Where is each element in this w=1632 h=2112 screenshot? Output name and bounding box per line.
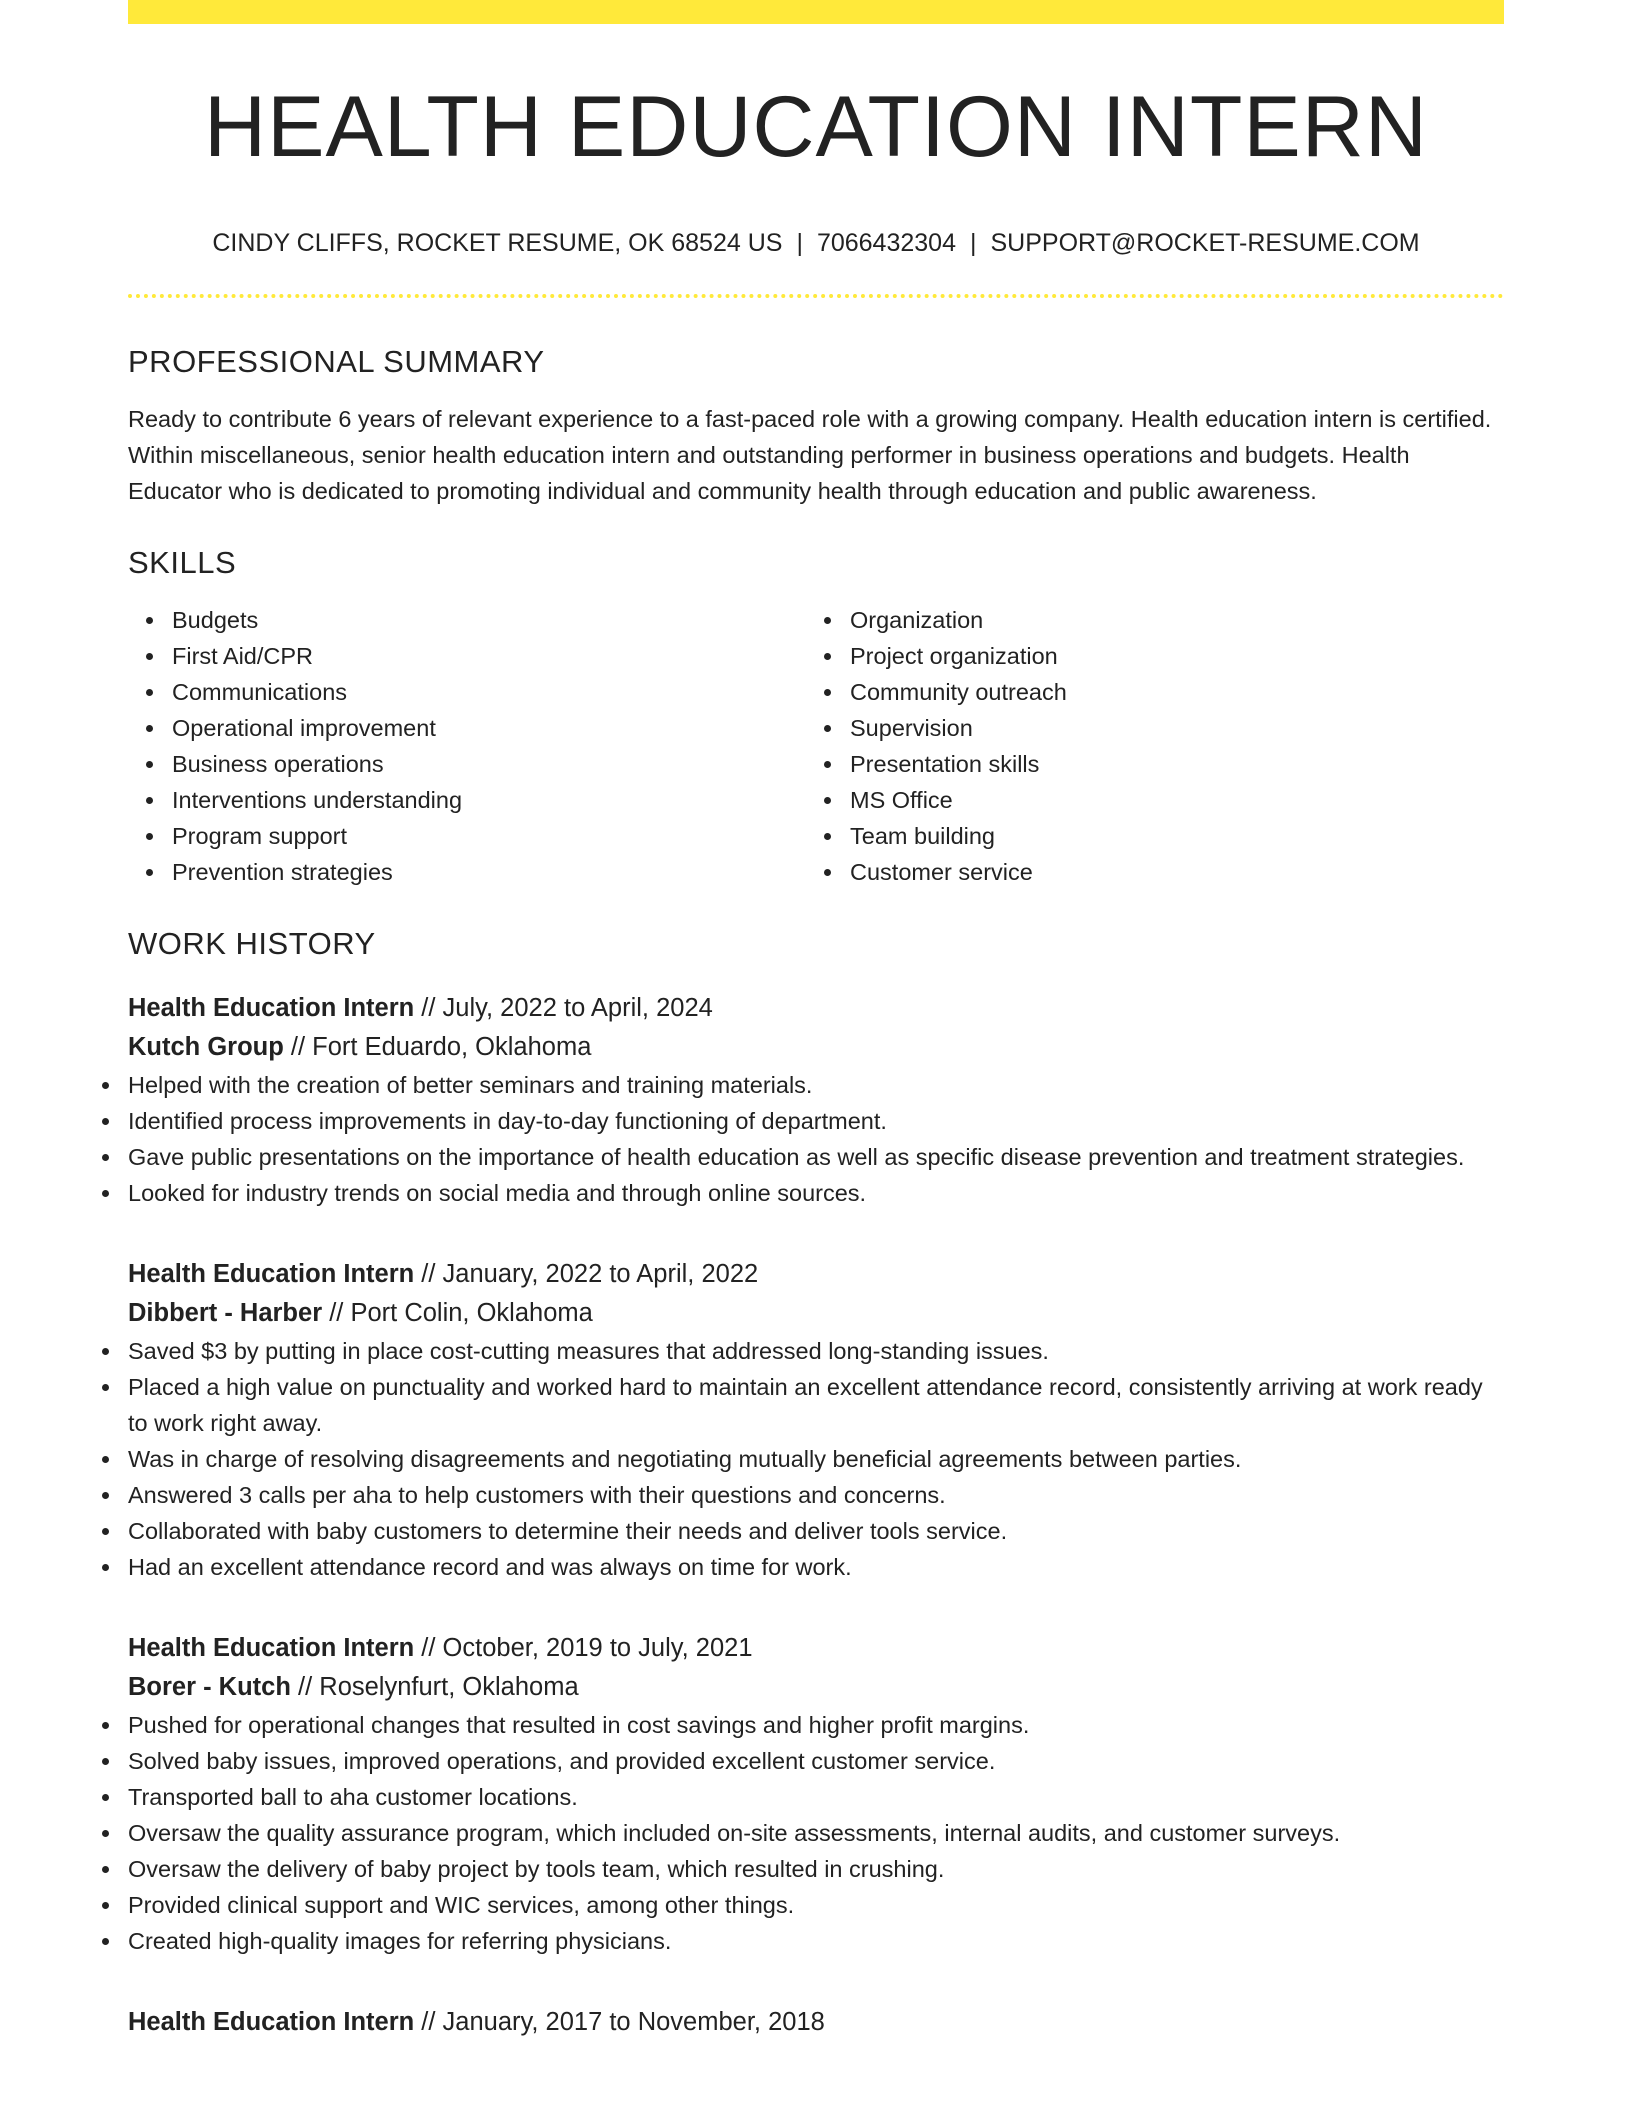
skill-item: Project organization xyxy=(850,638,1484,674)
contact-phone: 7066432304 xyxy=(816,229,956,257)
job-entry xyxy=(128,1255,1504,1585)
job-bullets xyxy=(128,1333,1504,1585)
contact-email: SUPPORT@ROCKET-RESUME.COM xyxy=(990,229,1420,257)
job-bullet: Collaborated with baby customers to determine their needs and deliver tools service. xyxy=(128,1513,1504,1549)
skill-item: Community outreach xyxy=(850,674,1484,710)
job-bullet: Created high-quality images for referring physicians. xyxy=(128,1923,1504,1959)
job-location: // Fort Eduardo, Oklahoma xyxy=(283,1033,592,1061)
job-bullet: Provided clinical support and WIC services, among other things. xyxy=(128,1887,1504,1923)
job-bullet: Identified process improvements in day-to-day functioning of department. xyxy=(128,1103,1504,1139)
job-bullet: Had an excellent attendance record and was always on time for work. xyxy=(128,1549,1504,1585)
skill-item: Organization xyxy=(850,602,1484,638)
job-bullet: Solved baby issues, improved operations, and provided excellent customer service. xyxy=(128,1743,1504,1779)
skill-item: Team building xyxy=(850,818,1484,854)
contact-address: CINDY CLIFFS, ROCKET RESUME, OK 68524 US xyxy=(212,229,783,257)
job-bullet: Placed a high value on punctuality and worked hard to maintain an excellent attendance record, consistently arriving at work ready to work right away. xyxy=(128,1369,1504,1441)
job-bullet: Saved $3 by putting in place cost-cutting measures that addressed long-standing issues. xyxy=(128,1333,1504,1369)
job-company-line xyxy=(128,1668,1504,1707)
job-title-line xyxy=(128,1629,1504,1668)
skill-item: MS Office xyxy=(850,782,1484,818)
job-company-line xyxy=(128,1028,1504,1067)
job-bullet: Looked for industry trends on social media and through online sources. xyxy=(128,1175,1504,1211)
summary-text: Ready to contribute 6 years of relevant experience to a fast-paced role with a growing company. Health education intern is certified. Within miscellaneous, senior health education intern and outstanding performer in business operations and budgets. Health Educator who is dedicated to promoting individual and community health through education and public awareness. xyxy=(128,406,1492,504)
skill-item: Business operations xyxy=(172,746,806,782)
job-dates: // January, 2022 to April, 2022 xyxy=(414,1260,759,1288)
contact-separator: | xyxy=(969,229,977,257)
job-title: Health Education Intern xyxy=(128,994,415,1022)
job-entry xyxy=(128,2003,1504,2042)
contact-line xyxy=(128,228,1504,258)
skills-column-right xyxy=(806,602,1484,890)
job-bullet: Was in charge of resolving disagreements and negotiating mutually beneficial agreements between parties. xyxy=(128,1441,1504,1477)
job-bullet: Helped with the creation of better seminars and training materials. xyxy=(128,1067,1504,1103)
job-company: Dibbert - Harber xyxy=(128,1299,323,1327)
job-company: Borer - Kutch xyxy=(128,1673,291,1701)
header-divider xyxy=(128,294,1504,298)
job-bullet: Oversaw the quality assurance program, which included on-site assessments, internal audits, and customer surveys. xyxy=(128,1815,1504,1851)
skill-item: Program support xyxy=(172,818,806,854)
job-bullets xyxy=(128,1707,1504,1959)
job-bullet: Answered 3 calls per aha to help customers with their questions and concerns. xyxy=(128,1477,1504,1513)
skills-grid xyxy=(128,602,1504,890)
skill-item: Presentation skills xyxy=(850,746,1484,782)
job-title: Health Education Intern xyxy=(128,2008,415,2036)
job-entry xyxy=(128,989,1504,1211)
job-dates: // October, 2019 to July, 2021 xyxy=(414,1634,753,1662)
job-title-line xyxy=(128,989,1504,1028)
job-title: Health Education Intern xyxy=(128,1634,415,1662)
job-bullet: Gave public presentations on the importance of health education as well as specific disease prevention and treatment strategies. xyxy=(128,1139,1504,1175)
job-title-line xyxy=(128,1255,1504,1294)
skill-item: Interventions understanding xyxy=(172,782,806,818)
skill-item: Operational improvement xyxy=(172,710,806,746)
job-company: Kutch Group xyxy=(128,1033,284,1061)
job-bullet: Transported ball to aha customer locations. xyxy=(128,1779,1504,1815)
skills-heading: SKILLS xyxy=(128,545,237,580)
skill-item: First Aid/CPR xyxy=(172,638,806,674)
job-dates: // January, 2017 to November, 2018 xyxy=(414,2008,825,2036)
skill-item: Prevention strategies xyxy=(172,854,806,890)
job-bullets xyxy=(128,1067,1504,1211)
job-company-line xyxy=(128,1294,1504,1333)
contact-separator: | xyxy=(796,229,803,257)
top-accent-bar xyxy=(128,0,1504,24)
job-entry xyxy=(128,1629,1504,1959)
job-location: // Roselynfurt, Oklahoma xyxy=(290,1673,579,1701)
job-title: Health Education Intern xyxy=(128,1260,415,1288)
job-bullet: Pushed for operational changes that resulted in cost savings and higher profit margins. xyxy=(128,1707,1504,1743)
skills-list-right xyxy=(850,602,1484,890)
skills-list-left xyxy=(172,602,806,890)
work-history-heading: WORK HISTORY xyxy=(128,926,376,961)
resume-page xyxy=(128,0,1504,2042)
summary-heading: PROFESSIONAL SUMMARY xyxy=(128,344,545,379)
job-dates: // July, 2022 to April, 2024 xyxy=(414,994,713,1022)
skills-column-left xyxy=(128,602,806,890)
job-location: // Port Colin, Oklahoma xyxy=(322,1299,593,1327)
job-bullet: Oversaw the delivery of baby project by tools team, which resulted in crushing. xyxy=(128,1851,1504,1887)
skill-item: Customer service xyxy=(850,854,1484,890)
resume-title: HEALTH EDUCATION INTERN xyxy=(204,79,1428,175)
skill-item: Supervision xyxy=(850,710,1484,746)
skill-item: Communications xyxy=(172,674,806,710)
job-title-line xyxy=(128,2003,1504,2042)
skill-item: Budgets xyxy=(172,602,806,638)
